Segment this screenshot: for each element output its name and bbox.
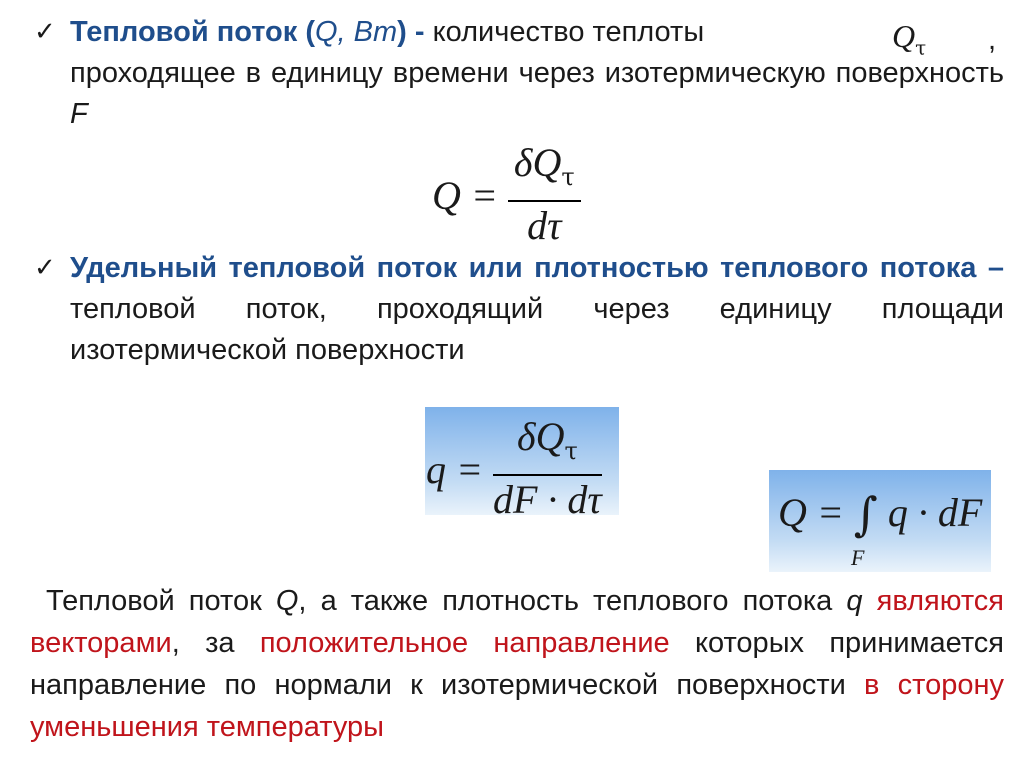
formula-flux-density-numerator: $\delta Q_\tau$ [493, 414, 602, 476]
definition-start: количество теплоты [424, 16, 705, 48]
formula-integral [778, 483, 983, 541]
term-heat-flow-end: ) - [397, 16, 425, 48]
bullet-heat-flux-density [34, 248, 1004, 371]
heat-flux-definition: тепловой поток, проходящий через единицу площади изотермической поверхности [70, 293, 1004, 366]
formula-heat-flow [432, 140, 581, 250]
bullet-heat-flow-text [70, 12, 1004, 135]
formula-flux-density [426, 414, 602, 524]
formula-integral-lhs: Q = [778, 490, 844, 535]
para-text-4: которых принимается направление по нормали к изотермической поверхности [30, 627, 1004, 701]
para-text-2: , а также плотность теплового потока [298, 585, 847, 617]
para-text-1: Тепловой поток [46, 585, 276, 617]
para-emphasis-positive-direction: положительное направление [259, 627, 670, 659]
definition-continuation: проходящее в единицу времени через изотермическую поверхность [70, 57, 1004, 89]
bullet-heat-flow [34, 12, 1004, 135]
vector-paragraph [30, 580, 1004, 748]
formula-flux-density-lhs: q = [426, 446, 483, 492]
checkmark-icon: ✓ [34, 253, 56, 283]
term-heat-flux-density: Удельный тепловой поток или плотностью теплового потока – [70, 252, 1004, 284]
inline-q-tau: $Q_\tau$ [892, 18, 927, 60]
integral-sign: ∫ [853, 487, 878, 541]
formula-integral-integrand: q · dF [887, 490, 983, 535]
unit-label: Q, Вт [315, 16, 398, 48]
formula-heat-flow-lhs: Q = [432, 172, 498, 218]
para-symbol-Q: Q [275, 585, 299, 617]
para-text-3: , за [171, 627, 260, 659]
surface-symbol: F [70, 98, 88, 130]
para-symbol-q: q [846, 585, 863, 617]
formula-heat-flow-numerator: $\delta Q_\tau$ [508, 140, 581, 202]
bullet-heat-flux-text [70, 248, 1004, 371]
para-emphasis-decreasing-temperature: в сторону уменьшения температуры [30, 669, 1004, 743]
formula-integral-lower-limit: F [851, 545, 865, 570]
formula-heat-flow-denominator: dτ [527, 203, 562, 248]
formula-flux-density-fraction [493, 414, 602, 524]
para-emphasis-vectors: являются векторами [30, 585, 1004, 659]
inline-comma: , [988, 24, 997, 56]
formula-flux-density-denominator: dF · dτ [493, 477, 602, 522]
term-heat-flow: Тепловой поток ( [70, 16, 315, 48]
formula-heat-flow-fraction [508, 140, 581, 250]
checkmark-icon: ✓ [34, 17, 56, 47]
